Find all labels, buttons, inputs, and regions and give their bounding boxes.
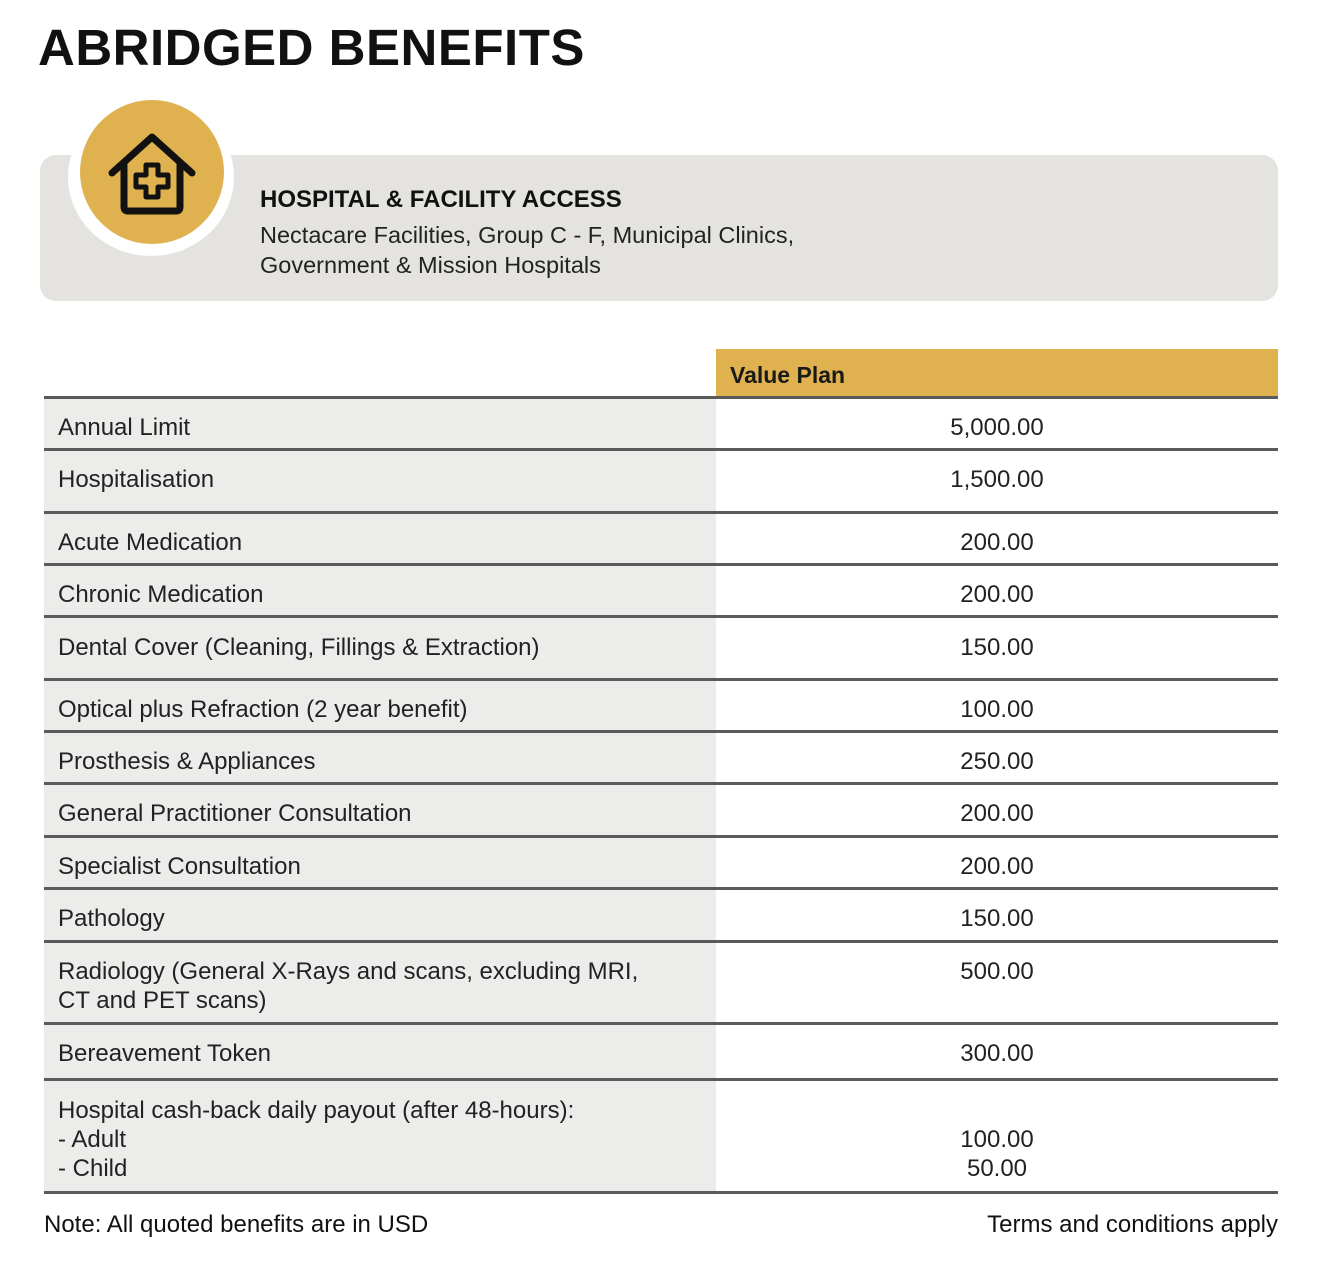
benefit-label: Radiology (General X-Rays and scans, excluding MRI, CT and PET scans) xyxy=(44,943,716,1022)
benefit-value: 200.00 xyxy=(960,529,1034,556)
benefit-label: Prosthesis & Appliances xyxy=(44,733,716,782)
table-row xyxy=(44,890,1278,943)
table-row xyxy=(44,681,1278,733)
benefit-value: 200.00 xyxy=(960,800,1034,827)
hospital-icon-badge xyxy=(80,100,224,244)
benefit-label: General Practitioner Consultation xyxy=(44,785,716,835)
benefit-value: 1,500.00 xyxy=(950,466,1044,493)
benefit-label: Bereavement Token xyxy=(44,1025,716,1078)
table-row xyxy=(44,733,1278,785)
benefit-label: Chronic Medication xyxy=(44,566,716,615)
benefits-table xyxy=(44,349,1278,1194)
table-row xyxy=(44,514,1278,566)
currency-note: Note: All quoted benefits are in USD xyxy=(44,1211,429,1238)
benefit-value: 500.00 xyxy=(960,958,1034,985)
table-header xyxy=(44,349,1278,399)
page-title: ABRIDGED BENEFITS xyxy=(38,19,585,76)
benefit-label: Specialist Consultation xyxy=(44,838,716,887)
table-row xyxy=(44,1081,1278,1194)
benefit-value: 150.00 xyxy=(960,634,1034,661)
facility-access-text xyxy=(260,186,794,280)
table-row xyxy=(44,399,1278,451)
benefit-label: Hospitalisation xyxy=(44,451,716,511)
benefit-value: 200.00 xyxy=(960,853,1034,880)
benefit-value: 100.00 xyxy=(960,696,1034,723)
table-row xyxy=(44,618,1278,681)
benefit-value: 5,000.00 xyxy=(950,414,1044,441)
benefit-label: Hospital cash-back daily payout (after 48-hours): - Adult - Child xyxy=(44,1081,716,1191)
benefit-label: Pathology xyxy=(44,890,716,940)
table-row xyxy=(44,451,1278,514)
benefit-label: Acute Medication xyxy=(44,514,716,563)
value-plan-header: Value Plan xyxy=(716,349,1278,396)
benefit-label: Annual Limit xyxy=(44,399,716,448)
benefit-value: 200.00 xyxy=(960,581,1034,608)
hospital-house-plus-icon xyxy=(104,127,200,217)
benefit-value: 300.00 xyxy=(960,1040,1034,1067)
table-row xyxy=(44,785,1278,838)
benefit-value: 250.00 xyxy=(960,748,1034,775)
benefit-label: Optical plus Refraction (2 year benefit) xyxy=(44,681,716,730)
header-spacer xyxy=(44,349,716,396)
facility-access-heading: HOSPITAL & FACILITY ACCESS xyxy=(260,186,622,213)
table-row xyxy=(44,1025,1278,1081)
benefit-value: 150.00 xyxy=(960,905,1034,932)
table-row xyxy=(44,943,1278,1025)
table-row xyxy=(44,838,1278,890)
benefit-value: 100.00 50.00 xyxy=(960,1126,1034,1182)
terms-note: Terms and conditions apply xyxy=(987,1211,1278,1238)
table-row xyxy=(44,566,1278,618)
facility-access-description: Nectacare Facilities, Group C - F, Municipal Clinics, Government & Mission Hospitals xyxy=(260,222,795,278)
benefit-label: Dental Cover (Cleaning, Fillings & Extraction) xyxy=(44,618,716,678)
